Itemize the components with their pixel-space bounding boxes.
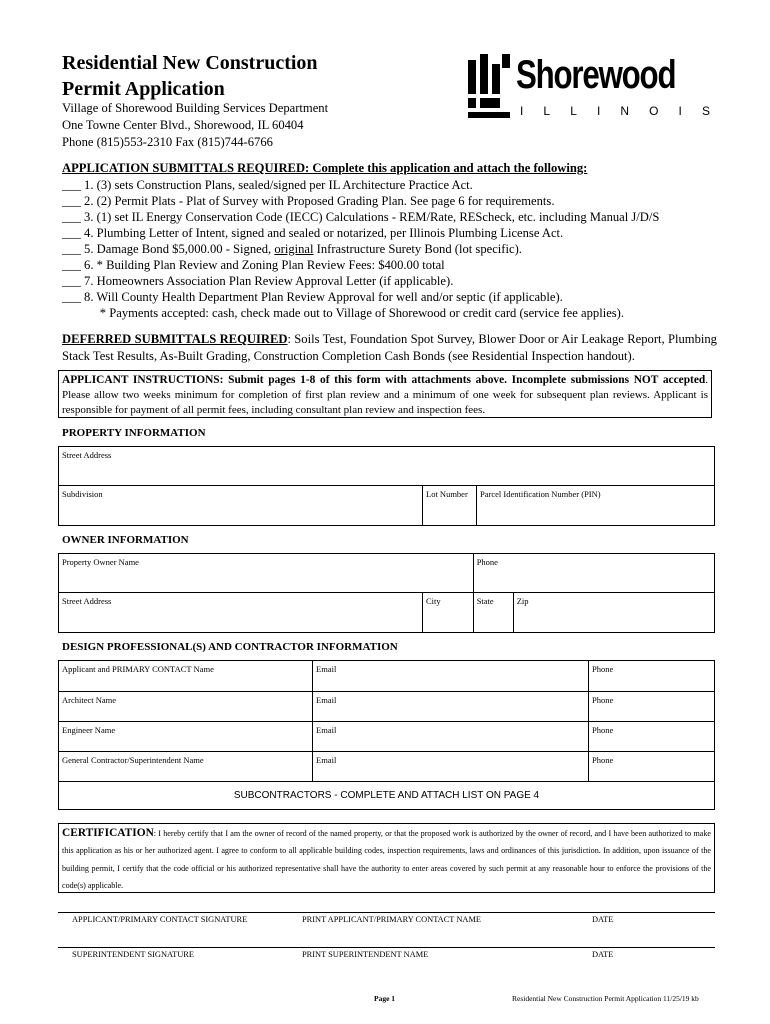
deferred-text: : Soils Test, Foundation Spot Survey, Blower Door or Air Leakage Report, Plumbing Stack Test Results, As-Built Grading, Construction Completion Cash Bonds (see Residential Inspection handout). — [62, 332, 717, 363]
page-title — [62, 50, 318, 102]
design-table — [58, 660, 715, 782]
table-row — [59, 692, 715, 722]
applicant-signature-label: APPLICANT/PRIMARY CONTACT SIGNATURE — [72, 915, 248, 924]
engineer-phone-field[interactable]: Phone — [589, 722, 715, 752]
applicant-instructions: APPLICANT INSTRUCTIONS: Submit pages 1-8 of this form with attachments above. Incomplete submissions NOT accepted. Please allow two weeks minimum for completion of first plan review and a minimum of one week for subsequent plan reviews. Applicant is responsible for payment of all permit fees, including consultant plan review and inspection fees. — [58, 370, 712, 418]
submittals-heading: APPLICATION SUBMITTALS REQUIRED: Complete this application and attach the following: — [62, 161, 588, 175]
contact-email-field[interactable]: Email — [313, 661, 589, 692]
list-item: ___ 3. (1) set IL Energy Conservation Code (IECC) Calculations - REM/Rate, REScheck, etc. including Manual J/D/S — [62, 210, 660, 224]
owner-state-field[interactable]: State — [473, 593, 513, 633]
contractor-name-field[interactable]: General Contractor/Superintendent Name — [59, 752, 313, 782]
engineer-name-field[interactable]: Engineer Name — [59, 722, 313, 752]
list-item: ___ 1. (3) sets Construction Plans, sealed/signed per IL Architecture Practice Act. — [62, 178, 473, 192]
certification-heading: CERTIFICATION — [62, 827, 154, 839]
subdivision-field[interactable]: Subdivision — [59, 486, 423, 526]
property-table — [58, 446, 715, 526]
department-address — [62, 100, 328, 151]
dept-phone: Phone (815)553-2310 Fax (815)744-6766 — [62, 135, 273, 149]
table-row — [59, 752, 715, 782]
logo-state: I L L I N O I S — [520, 104, 710, 118]
pin-field[interactable]: Parcel Identification Number (PIN) — [477, 486, 715, 526]
logo-mark-icon — [468, 54, 512, 120]
list-item: ___ 6. * Building Plan Review and Zoning Plan Review Fees: $400.00 total — [62, 258, 445, 272]
print-applicant-name-label: PRINT APPLICANT/PRIMARY CONTACT NAME — [302, 915, 482, 924]
list-item: * Payments accepted: cash, check made out to Village of Shorewood or credit card (service fee applies). — [62, 306, 625, 320]
deferred-label: DEFERRED SUBMITTALS REQUIRED — [62, 332, 288, 346]
architect-email-field[interactable]: Email — [313, 692, 589, 722]
owner-phone-field[interactable]: Phone — [473, 554, 714, 593]
certification-text: : I hereby certify that I am the owner of record of the named property, or that the proposed work is authorized by the owner of record, and I have been authorized to make this application as his or her authorized agent. I agree to conform to all applicable building codes, inspection requirements, laws and ordinances of this jurisdiction. In addition, upon issuance of the building permit, I certify that the code official or his authorized representative shall have the authority to enter areas covered by such permit at any reasonable hour to enforce the provisions of the code(s) applicable. — [62, 829, 711, 890]
dept-name: Village of Shorewood Building Services Department — [62, 101, 329, 115]
table-row — [59, 722, 715, 752]
owner-street-field[interactable]: Street Address — [59, 593, 423, 633]
street-address-field[interactable]: Street Address — [59, 447, 715, 486]
subcontractors-note: SUBCONTRACTORS - COMPLETE AND ATTACH LIST ON PAGE 4 — [58, 781, 715, 810]
property-heading: PROPERTY INFORMATION — [62, 427, 206, 439]
design-heading: DESIGN PROFESSIONAL(S) AND CONTRACTOR INFORMATION — [62, 641, 398, 653]
list-item: ___ 8. Will County Health Department Plan Review Approval for well and/or septic (if applicable). — [62, 290, 563, 304]
contact-name-field[interactable]: Applicant and PRIMARY CONTACT Name — [59, 661, 313, 692]
instructions-heading: APPLICANT INSTRUCTIONS: Submit pages 1-8 of this form with attachments above. Incomplete submissions NOT accepted — [62, 374, 706, 386]
owner-name-field[interactable]: Property Owner Name — [59, 554, 474, 593]
owner-heading: OWNER INFORMATION — [62, 534, 189, 546]
engineer-email-field[interactable]: Email — [313, 722, 589, 752]
contact-phone-field[interactable]: Phone — [589, 661, 715, 692]
logo-wordmark: Shorewood — [516, 53, 676, 97]
date-label-2: DATE — [592, 950, 614, 959]
owner-city-field[interactable]: City — [423, 593, 474, 633]
submittals-list — [62, 177, 659, 321]
print-superintendent-name-label: PRINT SUPERINTENDENT NAME — [302, 950, 429, 959]
architect-phone-field[interactable]: Phone — [589, 692, 715, 722]
title-line-2: Permit Application — [62, 78, 225, 100]
deferred-submittals — [62, 331, 717, 365]
instructions-text: Please allow two weeks minimum for completion of first plan review and a minimum of one week for subsequent plan reviews. Applicant is responsible for payment of all permit fees, including consultant plan review and inspection fees. — [62, 389, 708, 416]
list-item: ___ 7. Homeowners Association Plan Review Approval Letter (if applicable). — [62, 274, 454, 288]
architect-name-field[interactable]: Architect Name — [59, 692, 313, 722]
owner-zip-field[interactable]: Zip — [513, 593, 714, 633]
contractor-phone-field[interactable]: Phone — [589, 752, 715, 782]
page-number: Page 1 — [374, 994, 396, 1003]
certification-box — [58, 823, 715, 893]
signature-line-1[interactable] — [58, 912, 715, 913]
date-label-1: DATE — [592, 915, 614, 924]
document-id: Residential New Construction Permit Application 11/25/19 kb — [512, 994, 699, 1003]
table-row — [59, 661, 715, 692]
list-item: ___ 2. (2) Permit Plats - Plat of Survey with Proposed Grading Plan. See page 6 for requirements. — [62, 194, 555, 208]
shorewood-logo — [468, 50, 713, 126]
contractor-email-field[interactable]: Email — [313, 752, 589, 782]
dept-street: One Towne Center Blvd., Shorewood, IL 60404 — [62, 118, 304, 132]
signature-line-2[interactable] — [58, 947, 715, 948]
list-item: ___ 5. Damage Bond $5,000.00 - Signed, original Infrastructure Surety Bond (lot specific). — [62, 242, 522, 256]
superintendent-signature-label: SUPERINTENDENT SIGNATURE — [72, 950, 194, 959]
owner-table — [58, 553, 715, 633]
lot-number-field[interactable]: Lot Number — [423, 486, 477, 526]
title-line-1: Residential New Construction — [62, 52, 318, 74]
list-item: ___ 4. Plumbing Letter of Intent, signed and sealed or notarized, per Illinois Plumbing License Act. — [62, 226, 564, 240]
